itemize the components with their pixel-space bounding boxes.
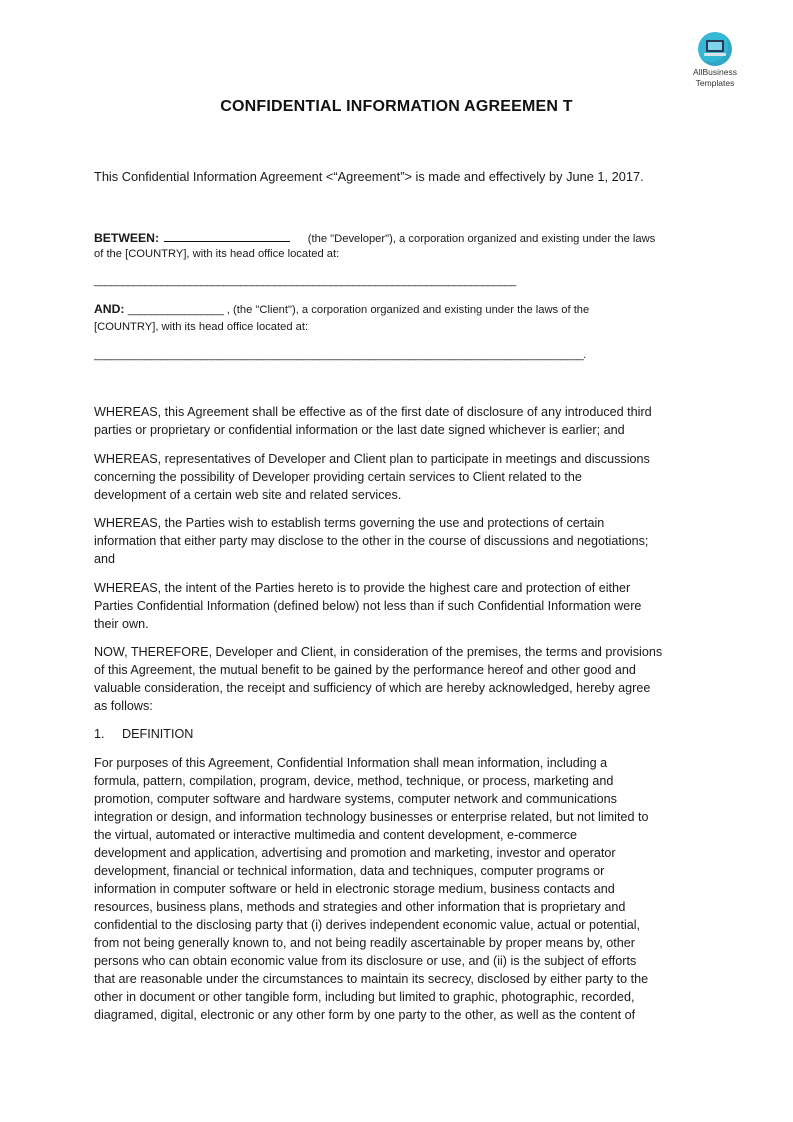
section-1-title: DEFINITION xyxy=(122,727,194,741)
whereas-paragraph-2: WHEREAS, representatives of Developer and Client plan to participate in meetings and discussions concerning the possibility of Developer providing certain services to Client related to the development of a certain web site and related services. xyxy=(94,452,650,502)
logo-text-line1: AllBusiness xyxy=(693,67,737,77)
whereas-paragraph-4: WHEREAS, the intent of the Parties hereto is to provide the highest care and protection of either Parties Confidential Information (defined below) not less than if such Confidential Information were their own. xyxy=(94,581,642,631)
definition-paragraph: For purposes of this Agreement, Confidential Information shall mean information, including a formula, pattern, compilation, program, device, method, technique, or process, marketing and promotion, computer software and hardware systems, computer network and communications integration or design, and information technology businesses or enterprise related, but not limited to the virtual, automated or interactive multimedia and content development, e-commerce development and application, advertising and promotion and marketing, investor and operator development, financial or technical information, data and techniques, computer programs or information in computer software or held in electronic storage medium, business contacts and resources, business plans, methods and strategies and other information that is proprietary and confidential to the disclosing party that (i) derives independent economic value, actual or potential, from not being generally known to, and not being readily ascertainable by proper means by, other persons who can obtain economic value from its disclosure or use, and (ii) is the subject of efforts that are reasonable under the circumstances to maintain its secrecy, disclosed by either party to the other in document or other tangible form, including but limited to graphic, photographic, recorded, diagramed, digital, electronic or any other form by one party to the other, as well as the content of xyxy=(94,756,649,1022)
whereas-paragraph-3: WHEREAS, the Parties wish to establish terms governing the use and protections of certain information that either party may disclose to the other in the course of discussions and negotiations; and xyxy=(94,516,649,566)
and-label: AND: xyxy=(94,302,125,316)
between-label: BETWEEN: xyxy=(94,231,159,245)
client-name-blank: _________________ xyxy=(127,304,224,316)
allbusiness-templates-logo xyxy=(689,32,741,88)
developer-name-blank xyxy=(164,228,290,242)
client-address-blank: _______________________________________________________________________________________. xyxy=(94,349,586,361)
and-line xyxy=(94,300,589,319)
developer-description: (the "Developer"), a corporation organized and existing under the laws xyxy=(307,233,656,245)
section-1-number: 1. xyxy=(94,727,105,741)
client-description: , (the "Client"), a corporation organized and existing under the laws of the xyxy=(226,304,590,316)
document-title: CONFIDENTIAL INFORMATION AGREEMEN T xyxy=(220,98,573,115)
now-therefore-paragraph: NOW, THEREFORE, Developer and Client, in consideration of the premises, the terms and provisions of this Agreement, the mutual benefit to be gained by the performance hereof and other good and valuable consideration, the receipt and sufficiency of which are hereby acknowledged, hereby agree as follows: xyxy=(94,645,663,713)
intro-paragraph: This Confidential Information Agreement <“Agreement”> is made and effectively by June 1, 2017. xyxy=(94,169,644,184)
and-country-line: [COUNTRY], with its head office located at: xyxy=(94,321,309,333)
whereas-paragraph-1: WHEREAS, this Agreement shall be effective as of the first date of disclosure of any introduced third parties or proprietary or confidential information or the last date signed whichever is earlier; and xyxy=(94,405,652,437)
developer-address-blank: ___________________________________________________________________________ xyxy=(94,275,516,287)
section-1-heading xyxy=(94,725,193,743)
logo-text-line2: Templates xyxy=(695,78,735,88)
between-country-line: of the [COUNTRY], with its head office located at: xyxy=(94,248,340,260)
laptop-icon xyxy=(698,32,732,66)
